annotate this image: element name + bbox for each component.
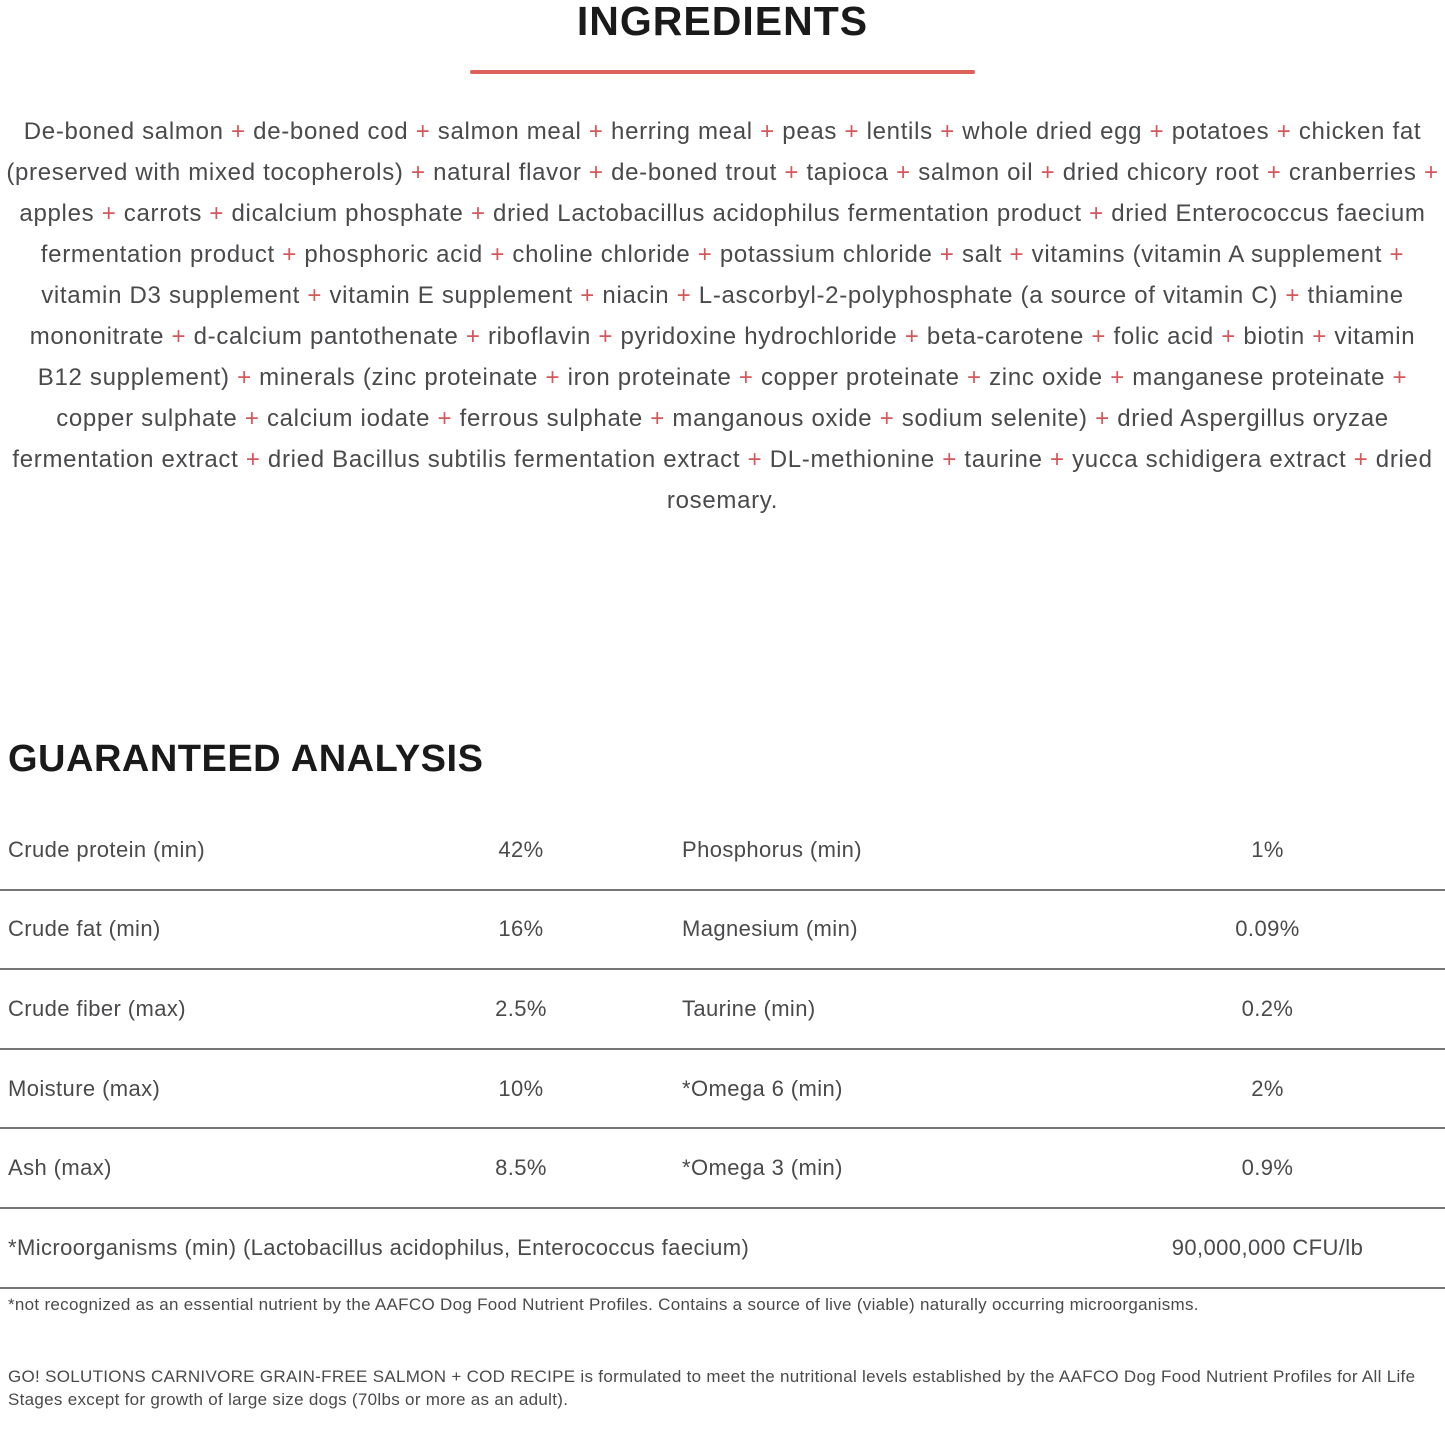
guaranteed-analysis-title: GUARANTEED ANALYSIS [8, 738, 484, 780]
plus-separator: + [1416, 159, 1439, 186]
analysis-label-crude-fiber: Crude fiber (max) [8, 995, 186, 1021]
plus-separator: + [690, 241, 720, 268]
analysis-row-fat-magnesium [0, 891, 1445, 971]
plus-separator: + [202, 200, 232, 227]
plus-separator: + [229, 364, 260, 391]
analysis-row-protein-phosphorus [0, 811, 1445, 891]
formulation-statement: GO! SOLUTIONS CARNIVORE GRAIN-FREE SALMON + COD RECIPE is formulated to meet the nutritional levels established by the AAFCO Dog Food Nutrient Profiles for All Life Stages except for growth of large size dogs (70lbs or more as an adult). [8, 1367, 1416, 1409]
plus-separator: + [1002, 241, 1032, 268]
analysis-value-omega6: 2% [1251, 1075, 1284, 1101]
plus-separator: + [776, 159, 807, 186]
plus-separator: + [1346, 446, 1376, 473]
analysis-label-omega6: *Omega 6 (min) [682, 1075, 843, 1101]
plus-separator: + [572, 282, 603, 309]
plus-separator: + [1304, 323, 1335, 350]
analysis-label-moisture: Moisture (max) [8, 1075, 161, 1101]
plus-separator: + [403, 159, 434, 186]
plus-separator: + [1084, 323, 1114, 350]
plus-separator: + [959, 364, 990, 391]
plus-separator: + [164, 323, 194, 350]
plus-separator: + [1385, 364, 1408, 391]
plus-separator: + [1382, 241, 1405, 268]
analysis-label-crude-protein: Crude protein (min) [8, 836, 206, 862]
analysis-label-ash: Ash (max) [8, 1155, 112, 1181]
plus-separator: + [1042, 446, 1073, 473]
plus-separator: + [223, 118, 254, 145]
plus-separator: + [274, 241, 305, 268]
analysis-row-fiber-taurine [0, 970, 1445, 1050]
analysis-value-magnesium: 0.09% [1235, 916, 1300, 942]
analysis-label-magnesium: Magnesium (min) [682, 916, 858, 942]
plus-separator: + [581, 159, 612, 186]
plus-separator: + [237, 405, 267, 432]
plus-separator: + [837, 118, 867, 145]
plus-separator: + [408, 118, 438, 145]
plus-separator: + [934, 446, 965, 473]
analysis-value-microorganisms: 90,000,000 CFU/lb [1171, 1234, 1364, 1260]
analysis-value-crude-fiber: 2.5% [495, 995, 547, 1021]
plus-separator: + [591, 323, 621, 350]
plus-separator: + [482, 241, 513, 268]
ingredients-list: De-boned salmon + de-boned cod + salmon meal + herring meal + peas + lentils + whole dried egg + potatoes + chicken fat (preserved with mixed tocopherols) + natural flavor + de-boned trout + tapioca + salmon oil + dried chicory root + cranberries + apples + carrots + dicalcium phosphate + dried Lactobacillus acidophilus fermentation product + dried Enterococcus faecium fermentation product + phosphoric acid + choline chloride + potassium chloride + salt + vitamins (vitamin A supplement + vitamin D3 supplement + vitamin E supplement + niacin + L-ascorbyl-2-polyphosphate (a source of vitamin C) + thiamine mononitrate + d-calcium pantothenate + riboflavin + pyridoxine hydrochloride + beta-carotene + folic acid + biotin + vitamin B12 supplement) + minerals (zinc proteinate + iron proteinate + copper proteinate + zinc oxide + manganese proteinate + copper sulphate + calcium iodate + ferrous sulphate + manganous oxide + sodium selenite) + dried Aspergillus oryzae fermentation extract + dried Bacillus subtilis fermentation extract + DL-methionine + taurine + yucca schidigera extract + dried rosemary. [6, 118, 1439, 514]
plus-separator: + [1269, 118, 1299, 145]
plus-separator: + [1102, 364, 1133, 391]
plus-separator: + [430, 405, 460, 432]
analysis-label-crude-fat: Crude fat (min) [8, 916, 161, 942]
plus-separator: + [94, 200, 124, 227]
plus-separator: + [872, 405, 902, 432]
plus-separator: + [581, 118, 612, 145]
plus-separator: + [1278, 282, 1308, 309]
analysis-value-ash: 8.5% [495, 1155, 547, 1181]
analysis-value-crude-fat: 16% [498, 916, 544, 942]
plus-separator: + [669, 282, 699, 309]
analysis-value-omega3: 0.9% [1241, 1155, 1294, 1181]
plus-separator: + [300, 282, 330, 309]
analysis-row-moisture-omega6 [0, 1050, 1445, 1130]
analysis-row-ash-omega3 [0, 1129, 1445, 1209]
plus-separator: + [1033, 159, 1063, 186]
plus-separator: + [932, 118, 963, 145]
plus-separator: + [1142, 118, 1172, 145]
analysis-value-crude-protein: 42% [498, 836, 544, 862]
analysis-label-omega3: *Omega 3 (min) [682, 1155, 843, 1181]
plus-separator: + [1213, 323, 1244, 350]
plus-separator: + [740, 446, 770, 473]
plus-separator: + [897, 323, 927, 350]
plus-separator: + [1087, 405, 1118, 432]
title-underline-rule [470, 70, 975, 74]
plus-separator: + [1259, 159, 1289, 186]
plus-separator: + [463, 200, 494, 227]
analysis-label-phosphorus: Phosphorus (min) [682, 836, 863, 862]
plus-separator: + [238, 446, 268, 473]
plus-separator: + [642, 405, 673, 432]
plus-separator: + [932, 241, 963, 268]
analysis-label-taurine: Taurine (min) [682, 995, 816, 1021]
plus-separator: + [538, 364, 568, 391]
analysis-label-microorganisms: *Microorganisms (min) (Lactobacillus acidophilus, Enterococcus faecium) [8, 1234, 750, 1260]
analysis-value-taurine: 0.2% [1241, 995, 1294, 1021]
aafco-asterisk-footnote: *not recognized as an essential nutrient by the AAFCO Dog Food Nutrient Profiles. Contains a source of live (viable) naturally occurring microorganisms. [8, 1295, 1199, 1314]
plus-separator: + [1081, 200, 1112, 227]
analysis-row-microorganisms [0, 1209, 1445, 1289]
analysis-value-moisture: 10% [498, 1075, 544, 1101]
plus-separator: + [458, 323, 488, 350]
plus-separator: + [888, 159, 919, 186]
plus-separator: + [752, 118, 783, 145]
plus-separator: + [731, 364, 761, 391]
analysis-value-phosphorus: 1% [1251, 836, 1284, 862]
ingredients-title: INGREDIENTS [576, 0, 869, 44]
guaranteed-analysis-table [0, 811, 1445, 1289]
